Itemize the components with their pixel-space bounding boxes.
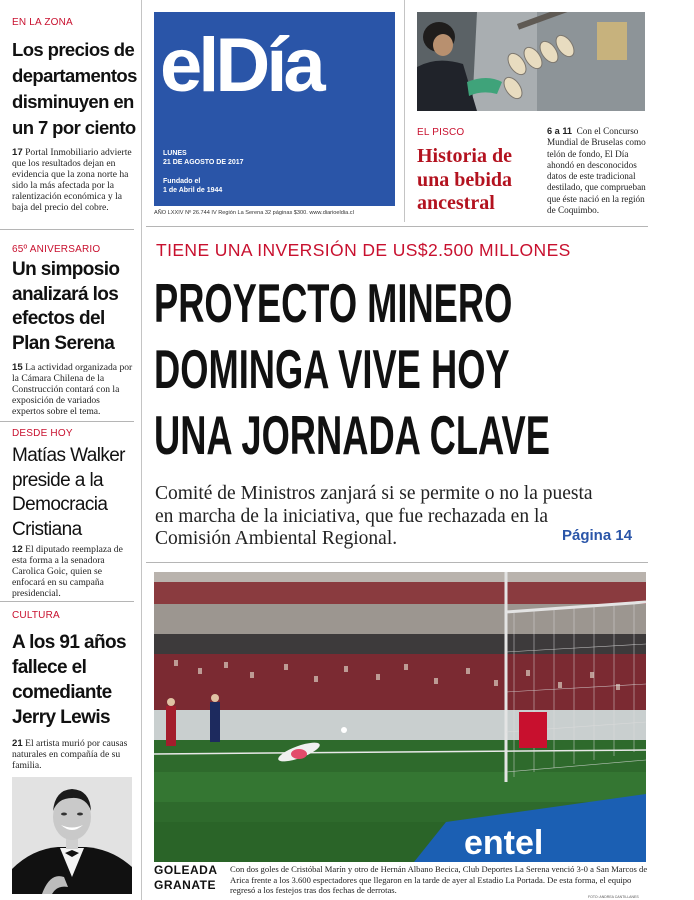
jerry-lewis-photo[interactable] (12, 777, 132, 894)
football-photo[interactable] (154, 572, 646, 862)
masthead-box[interactable] (154, 12, 395, 206)
lead-deck: Comité de Ministros zanjará si se permite o no la puesta en marcha de la iniciativa, que fue rechazada en la Comisión Ambiental Regional. (155, 483, 593, 549)
page-number: 15 (12, 362, 23, 373)
newspaper-logo: elDía (160, 23, 322, 108)
story-tag: 65º ANIVERSARIO (12, 244, 101, 255)
masthead-founded: Fundado el 1 de Abril de 1944 (163, 178, 223, 194)
story-headline: Un simposio analizará los efectos del Plan Serena (12, 259, 120, 354)
story-headline: Matías Walker preside a la Democracia Cristiana (12, 445, 125, 540)
stadium-match-image (154, 572, 646, 862)
story-headline: Los precios de departamentos disminuyen en un 7 por ciento (12, 39, 137, 138)
story-summary: 17 Portal Inmobiliario advierte que los resultados dejan en evidencia que la zona norte ha sido la más afectada por la ralentización económica y la baja del precio del cobre. (12, 147, 132, 213)
page-number: 6 a 11 (547, 126, 573, 136)
divider (146, 562, 648, 563)
masthead-date: LUNES 21 DE AGOSTO DE 2017 (163, 150, 244, 166)
photo-credit: FOTO: ANDREA CANTILLANES (588, 895, 639, 899)
photo-caption: Con dos goles de Cristóbal Marín y otro de Hernán Albano Becica, Club Deportes La Serena venció 3-0 a San Marcos de Arica frente a los 3.600 espectadores que llegaron en la tarde de ayer al Estadio La Portada. De esta forma, el equipo regresó a los festejos tras dos fechas de derrotas. (230, 864, 648, 895)
divider (0, 601, 134, 602)
pisco-distillery-image (417, 12, 645, 111)
portrait-image (12, 777, 132, 894)
lead-kicker: TIENE UNA INVERSIÓN DE US$2.500 MILLONES (156, 240, 571, 260)
edition-info: AÑO LXXIV Nº 26.744 IV Región La Serena 32 páginas $300. www.diarioeldia.cl (154, 210, 354, 216)
story-tag: CULTURA (12, 610, 60, 621)
page-reference-link[interactable]: Página 14 (562, 527, 633, 544)
page-number: 21 (12, 738, 23, 749)
column-divider-top (404, 0, 405, 222)
page-number: 12 (12, 544, 23, 555)
story-tag: DESDE HOY (12, 428, 73, 439)
lead-headline: PROYECTO MINERO DOMINGA VIVE HOY UNA JORNADA CLAVE (154, 272, 550, 466)
story-tag: EL PISCO (417, 127, 465, 138)
story-summary: 6 a 11 Con el Concurso Mundial de Bruselas como telón de fondo, El Día ahondó en desconocidos datos de este tradicional destilado, que comprueban que éste nació en la región de Coquimbo. (547, 126, 646, 216)
divider (0, 229, 134, 230)
story-headline: A los 91 años fallece el comediante Jerry Lewis (12, 632, 126, 728)
story-headline: Historia de una bebida ancestral (417, 145, 513, 214)
ad-board-text: entel (464, 824, 544, 862)
photo-story-title: GOLEADA GRANATE (154, 863, 218, 892)
divider (146, 226, 648, 227)
story-tag: EN LA ZONA (12, 17, 73, 28)
page-number: 17 (12, 147, 23, 158)
column-divider (141, 0, 142, 900)
story-summary: 21 El artista murió por causas naturales en compañía de su familia. (12, 738, 128, 771)
pisco-photo[interactable] (417, 12, 645, 111)
story-summary: 12 El diputado reemplaza de esta forma a la senadora Carolica Goic, quien se enfocará en su campaña presidencial. (12, 544, 123, 599)
divider (0, 421, 134, 422)
story-summary: 15 La actividad organizada por la Cámara Chilena de la Construcción contará con la exposición de variados expertos sobre el tema. (12, 362, 133, 417)
